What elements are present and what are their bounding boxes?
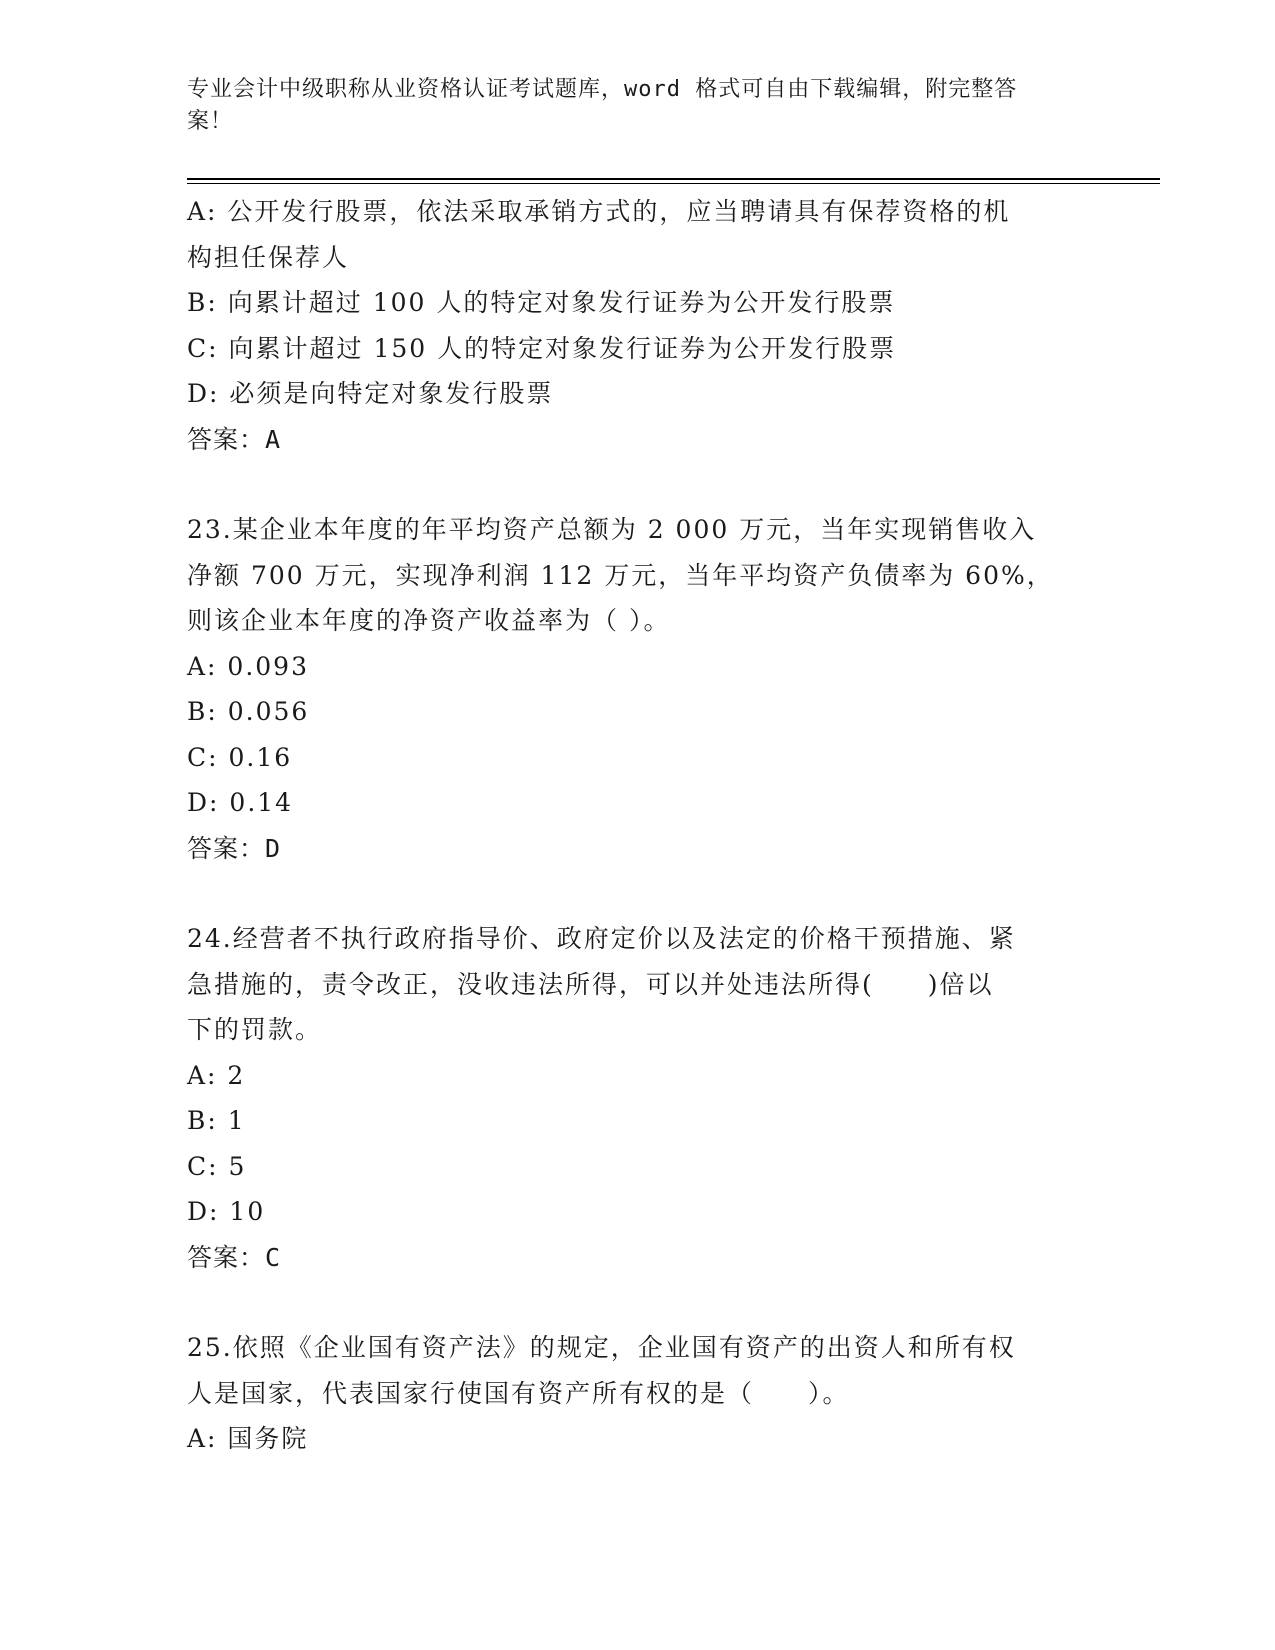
question-24 [187,916,1087,1280]
answer: 答案：D [187,833,282,863]
question-stem-line-3: 则该企业本年度的净资产收益率为（ ）。 [187,606,671,635]
question-stem-line-1: 24.经营者不执行政府指导价、政府定价以及法定的价格干预措施、紧 [187,924,1016,953]
option-c: C: 0.16 [187,742,293,772]
question-22 [187,189,1087,462]
option-a-line-1: A: 公开发行股票，依法采取承销方式的，应当聘请具有保荐资格的机 [187,197,1011,226]
question-content [187,189,1087,1462]
page-header [187,74,1067,138]
option-d: D: 0.14 [187,788,294,817]
question-stem-line-2: 净额 700 万元，实现净利润 112 万元，当年平均资产负债率为 60%， [187,560,1054,590]
option-a-line-2: 构担任保荐人 [187,242,350,272]
option-b: B: 0.056 [187,697,310,726]
option-b: B: 向累计超过 100 人的特定对象发行证券为公开发行股票 [187,288,896,317]
option-c: C: 向累计超过 150 人的特定对象发行证券为公开发行股票 [187,333,897,363]
option-d: D: 10 [187,1197,266,1226]
option-a: A: 0.093 [187,651,309,681]
header-line-2: 案！ [187,109,234,134]
question-stem-line-1: 25.依照《企业国有资产法》的规定，企业国有资产的出资人和所有权 [187,1333,1016,1362]
header-rule-secondary [187,183,1160,184]
option-c: C: 5 [187,1151,247,1181]
question-stem-line-1: 23.某企业本年度的年平均资产总额为 2 000 万元，当年实现销售收入 [187,515,1037,544]
header-line-1: 专业会计中级职称从业资格认证考试题库，word 格式可自由下载编辑，附完整答 [187,77,1018,102]
question-25 [187,1325,1087,1462]
question-stem-line-2: 急措施的，责令改正，没收违法所得，可以并处违法所得( )倍以 [187,969,994,999]
answer: 答案：C [187,1242,282,1272]
header-rule [187,178,1160,180]
option-a: A: 2 [187,1060,246,1090]
question-stem-line-2: 人是国家，代表国家行使国有资产所有权的是（ ）。 [187,1378,850,1408]
question-stem-line-3: 下的罚款。 [187,1015,323,1044]
option-b: B: 1 [187,1106,246,1135]
option-a: A: 国务院 [187,1424,309,1453]
option-d: D: 必须是向特定对象发行股票 [187,379,554,408]
question-23 [187,507,1087,871]
answer: 答案：A [187,424,282,454]
